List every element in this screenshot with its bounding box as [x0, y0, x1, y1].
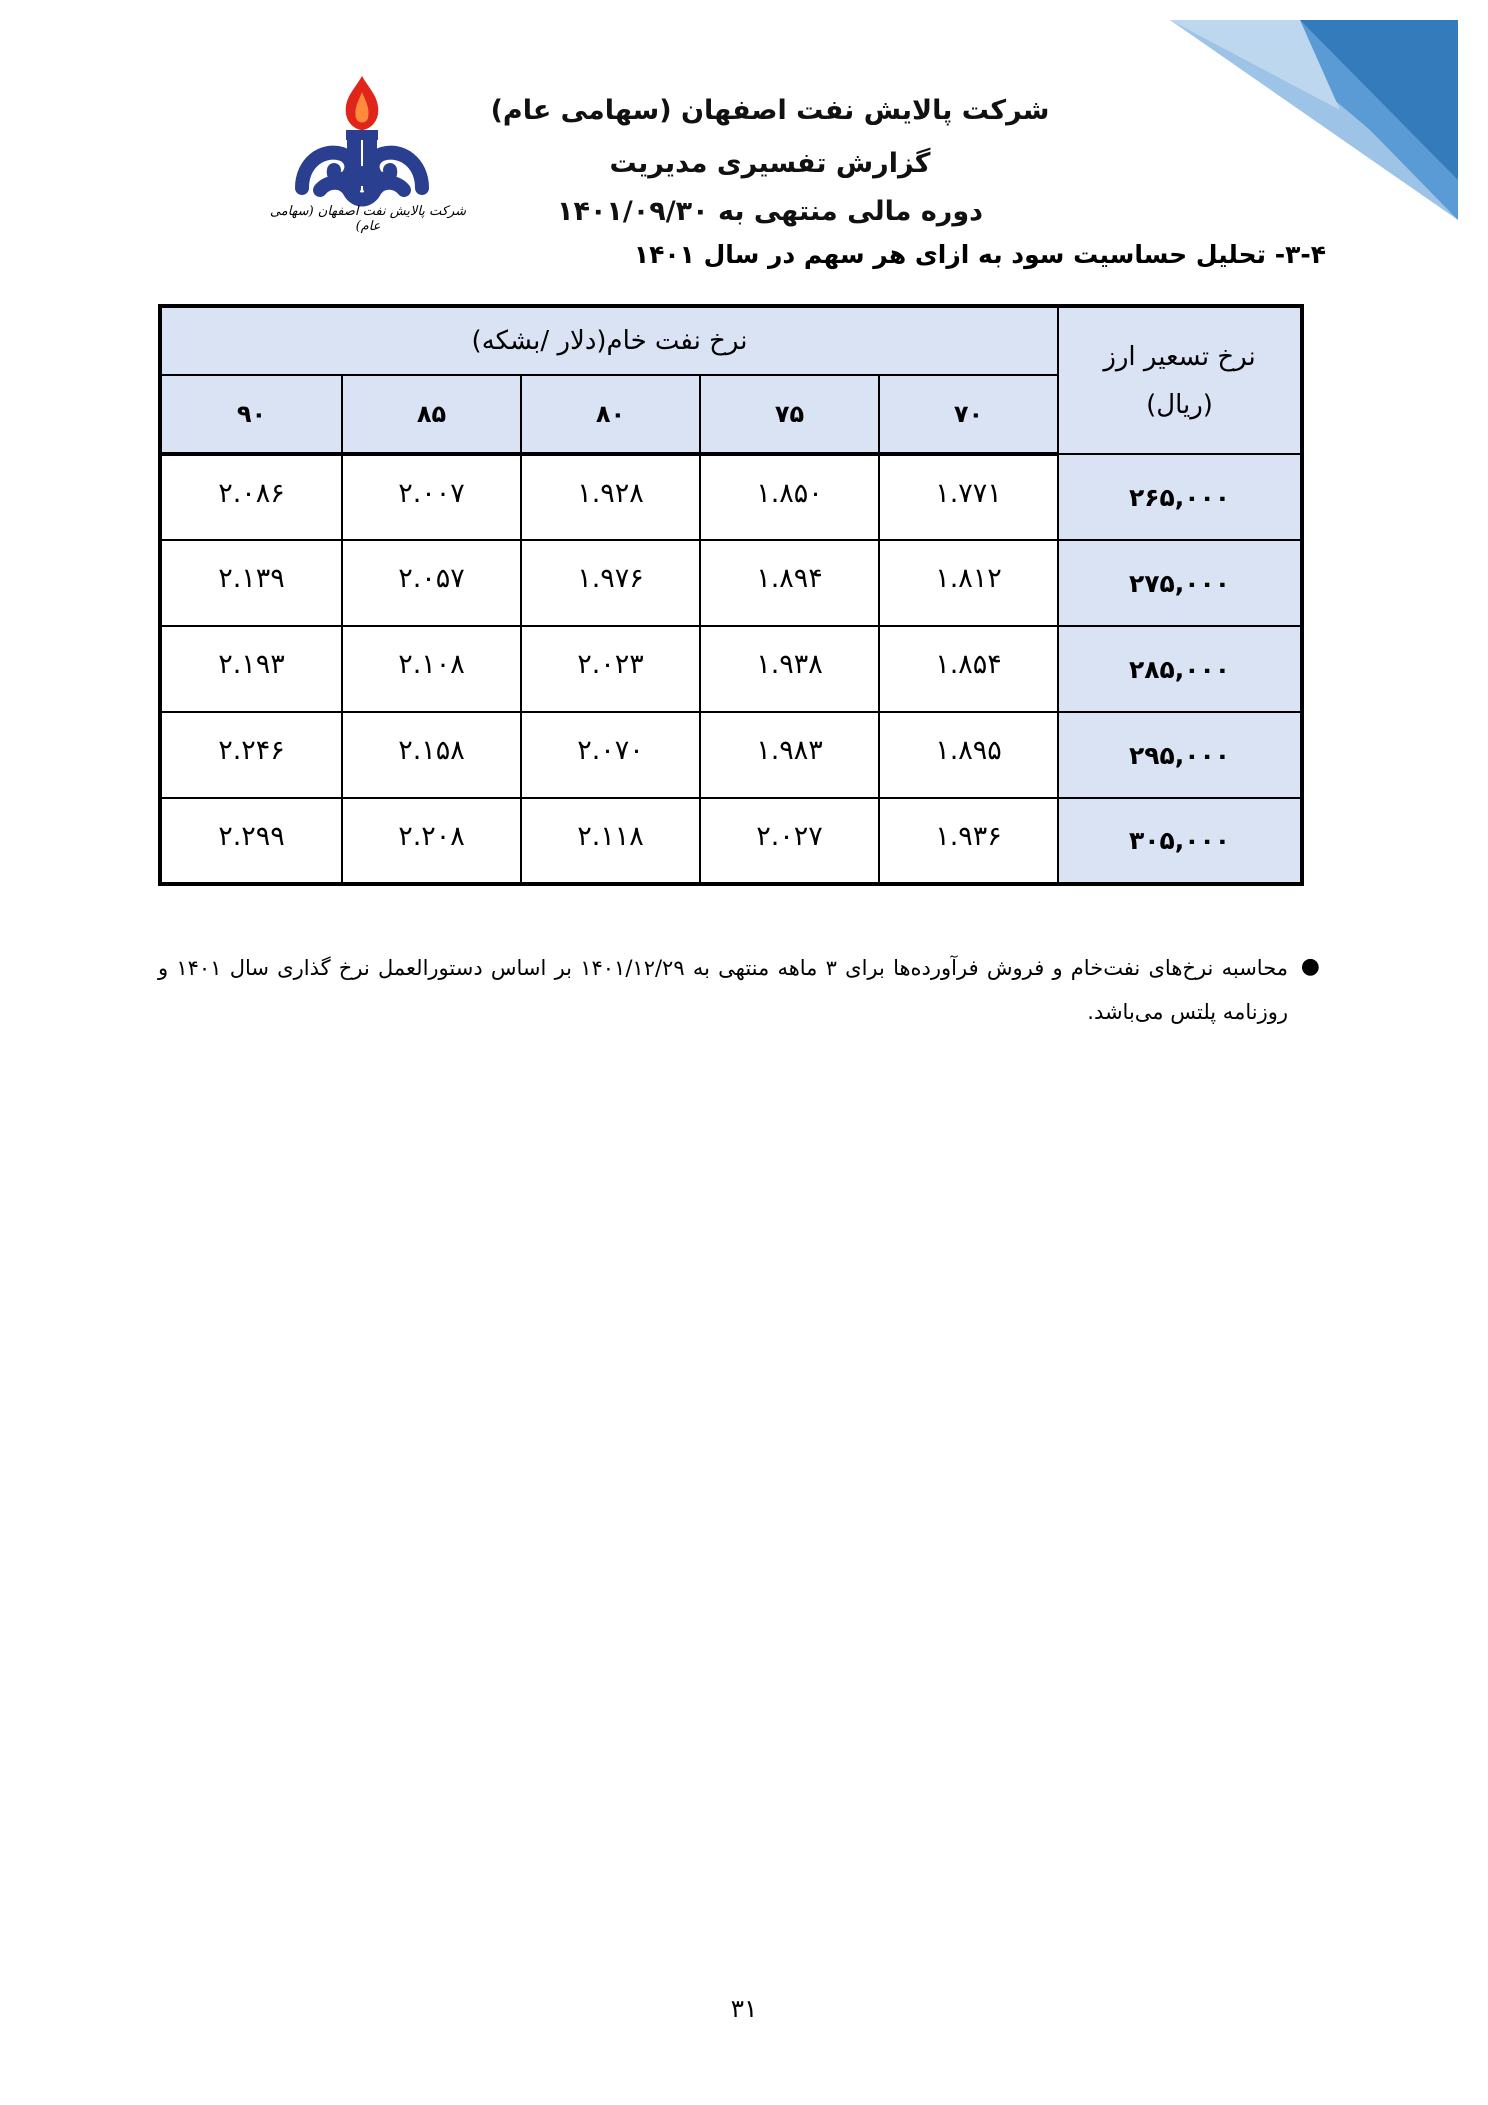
table-cell: ۱.۹۸۳ [700, 712, 879, 798]
page-number: ۳۱ [730, 1994, 758, 2023]
table-cell: ۲.۱۳۹ [160, 540, 342, 626]
table-row [160, 712, 1302, 798]
exchange-rate-cell: ۲۸۵,۰۰۰ [1058, 626, 1302, 712]
column-header: ۹۰ [160, 375, 342, 454]
table-cell: ۲.۰۲۳ [521, 626, 700, 712]
table-cell: ۲.۰۷۰ [521, 712, 700, 798]
table-row [160, 798, 1302, 884]
table-row [160, 540, 1302, 626]
row-header-unit: (ریال) [1146, 389, 1213, 420]
table-cell: ۱.۷۷۱ [879, 454, 1058, 540]
table-cell: ۲.۲۰۸ [342, 798, 521, 884]
table-cell: ۲.۱۵۸ [342, 712, 521, 798]
table-row [160, 454, 1302, 540]
exchange-rate-cell: ۲۶۵,۰۰۰ [1058, 454, 1302, 540]
table-cell: ۱.۸۹۴ [700, 540, 879, 626]
column-group-header: نرخ نفت خام(دلار /بشکه) [160, 306, 1058, 375]
table-cell: ۱.۸۵۴ [879, 626, 1058, 712]
column-header: ۸۵ [342, 375, 521, 454]
report-period: دوره مالی منتهی به ۱۴۰۱/۰۹/۳۰ [556, 196, 983, 227]
bullet-icon: ● [1300, 954, 1320, 979]
table-cell: ۲.۱۰۸ [342, 626, 521, 712]
row-header-label: نرخ تسعیر ارز [1103, 341, 1256, 372]
table-cell: ۱.۸۵۰ [700, 454, 879, 540]
table-cell: ۲.۱۹۳ [160, 626, 342, 712]
table-cell: ۱.۹۷۶ [521, 540, 700, 626]
table-cell: ۱.۸۹۵ [879, 712, 1058, 798]
table-cell: ۱.۹۲۸ [521, 454, 700, 540]
row-header [1058, 306, 1302, 454]
sensitivity-table [158, 304, 1304, 886]
table-cell: ۲.۰۰۷ [342, 454, 521, 540]
table-cell: ۱.۸۱۲ [879, 540, 1058, 626]
table-cell: ۲.۱۱۸ [521, 798, 700, 884]
company-name: شرکت پالایش نفت اصفهان (سهامی عام) [490, 95, 1050, 126]
section-title: ۳-۴- تحلیل حساسیت سود به ازای هر سهم در سال ۱۴۰۱ [633, 240, 1326, 269]
table-cell: ۲.۰۵۷ [342, 540, 521, 626]
table-cell: ۱.۹۳۶ [879, 798, 1058, 884]
column-header: ۸۰ [521, 375, 700, 454]
table-cell: ۲.۰۲۷ [700, 798, 879, 884]
table-row [160, 626, 1302, 712]
table-cell: ۲.۲۴۶ [160, 712, 342, 798]
exchange-rate-cell: ۲۹۵,۰۰۰ [1058, 712, 1302, 798]
exchange-rate-cell: ۲۷۵,۰۰۰ [1058, 540, 1302, 626]
table-cell: ۲.۰۸۶ [160, 454, 342, 540]
note-text: محاسبه نرخ‌های نفت‌خام و فروش فرآورده‌ها برای ۳ ماهه منتهی به ۱۴۰۱/۱۲/۲۹ بر اساس دستورالعمل نرخ گذاری سال ۱۴۰۱ و روزنامه پلتس می‌باشد. [158, 956, 1288, 1024]
table-cell: ۱.۹۳۸ [700, 626, 879, 712]
column-header: ۷۰ [879, 375, 1058, 454]
table-cell: ۲.۲۹۹ [160, 798, 342, 884]
report-title: گزارش تفسیری مدیریت [609, 148, 931, 179]
logo-caption: شرکت پالایش نفت اصفهان (سهامی عام) [269, 204, 467, 234]
exchange-rate-cell: ۳۰۵,۰۰۰ [1058, 798, 1302, 884]
column-header: ۷۵ [700, 375, 879, 454]
